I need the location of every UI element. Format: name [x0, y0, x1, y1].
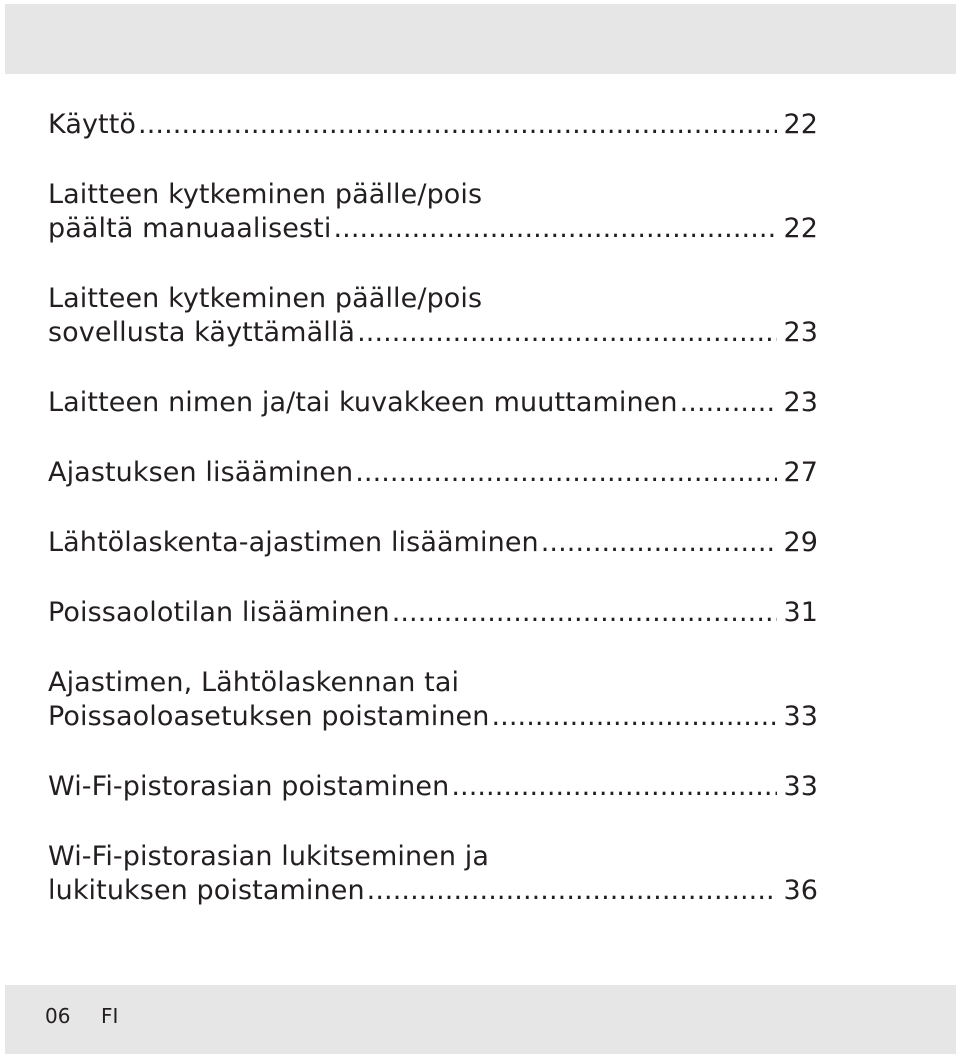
toc-entry-title-line: Wi-Fi-pistorasian lukitseminen ja	[48, 841, 490, 872]
footer-language: FI	[101, 1004, 119, 1028]
header-bar	[5, 4, 956, 74]
toc-entry-title: Poissaoloasetuksen poistaminen	[48, 701, 490, 732]
toc-entry-title: sovellusta käyttämällä	[48, 317, 356, 348]
toc-entry[interactable]	[48, 178, 818, 246]
toc-entry-line	[48, 456, 818, 490]
toc-entry-title: lukituksen poistaminen	[48, 875, 365, 906]
dot-leader	[355, 456, 777, 490]
toc-entry-title-line: Laitteen kytkeminen päälle/pois	[48, 179, 483, 210]
toc-entry-page: 33	[783, 701, 818, 732]
toc-entry-page: 22	[783, 109, 818, 140]
toc-entry[interactable]	[48, 456, 818, 490]
table-of-contents	[48, 108, 818, 944]
toc-entry-line	[48, 596, 818, 630]
toc-entry-page: 22	[783, 213, 818, 244]
dot-leader	[680, 386, 778, 420]
dot-leader	[541, 526, 778, 560]
toc-entry-title: Laitteen nimen ja/tai kuvakkeen muuttaminen	[48, 387, 678, 418]
toc-entry-page: 23	[783, 387, 818, 418]
toc-entry-page: 36	[783, 875, 818, 906]
toc-entry[interactable]	[48, 770, 818, 804]
toc-entry[interactable]	[48, 840, 818, 908]
toc-entry-title: Poissaolotilan lisääminen	[48, 597, 390, 628]
dot-leader	[451, 770, 777, 804]
toc-entry[interactable]	[48, 666, 818, 734]
toc-entry[interactable]	[48, 526, 818, 560]
toc-entry-page: 33	[783, 771, 818, 802]
toc-entry-title: Wi-Fi-pistorasian poistaminen	[48, 771, 450, 802]
toc-entry-line	[48, 700, 818, 734]
toc-entry-page: 31	[783, 597, 818, 628]
toc-entry-title: Käyttö	[48, 109, 137, 140]
dot-leader	[138, 108, 777, 142]
toc-entry-line	[48, 108, 818, 142]
toc-entry-page: 23	[783, 317, 818, 348]
dot-leader	[367, 874, 778, 908]
toc-entry-title: Ajastuksen lisääminen	[48, 457, 354, 488]
toc-entry-page: 29	[783, 527, 818, 558]
dot-leader	[357, 316, 777, 350]
dot-leader	[492, 700, 778, 734]
toc-entry[interactable]	[48, 596, 818, 630]
toc-entry-line	[48, 386, 818, 420]
toc-entry-title: päältä manuaalisesti	[48, 213, 332, 244]
toc-entry[interactable]	[48, 282, 818, 350]
toc-entry-title-line: Laitteen kytkeminen päälle/pois	[48, 283, 483, 314]
toc-entry-title: Lähtölaskenta-ajastimen lisääminen	[48, 527, 539, 558]
toc-entry-line	[48, 526, 818, 560]
dot-leader	[392, 596, 778, 630]
toc-entry-line	[48, 770, 818, 804]
toc-entry[interactable]	[48, 108, 818, 142]
toc-entry[interactable]	[48, 386, 818, 420]
toc-entry-line	[48, 874, 818, 908]
toc-entry-line	[48, 212, 818, 246]
toc-entry-title-line: Ajastimen, Lähtölaskennan tai	[48, 667, 460, 698]
footer-bar	[5, 985, 956, 1054]
toc-entry-page: 27	[783, 457, 818, 488]
footer-page-number: 06	[45, 1004, 71, 1028]
dot-leader	[333, 212, 777, 246]
toc-entry-line	[48, 316, 818, 350]
